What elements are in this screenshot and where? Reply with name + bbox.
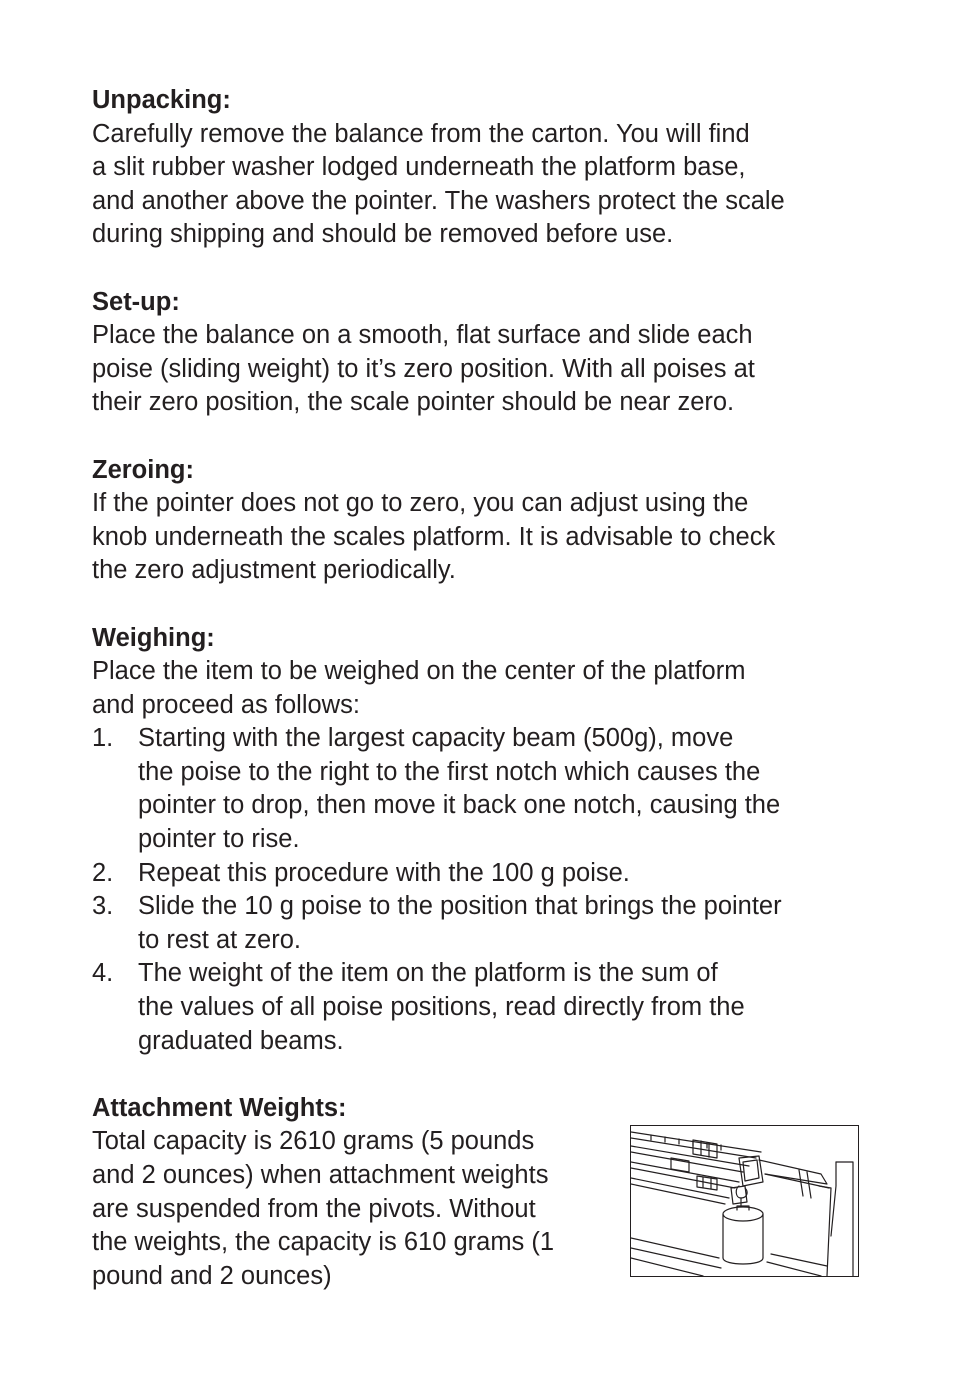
heading-unpacking: Unpacking: [92,86,231,114]
step-line: graduated beams. [138,1026,344,1055]
step-number: 1. [92,724,114,753]
section-attachment-weights [92,1092,872,1294]
section-setup [92,286,872,420]
step-line: the values of all poise positions, read directly from the [138,993,745,1022]
step-number: 4. [92,959,114,988]
attachment-line: are suspended from the pivots. Without [92,1194,536,1223]
setup-line: their zero position, the scale pointer should be near zero. [92,388,735,417]
weighing-steps-list [92,722,872,1058]
heading-weighing: Weighing: [92,623,215,652]
unpacking-line: a slit rubber washer lodged underneath the platform base, [92,153,746,182]
section-unpacking [92,84,872,252]
attachment-line: pound and 2 ounces) [92,1261,332,1290]
step-line: pointer to drop, then move it back one notch, causing the [138,791,781,820]
step-number: 3. [92,892,114,921]
attachment-weight-illustration [630,1125,859,1277]
step-line: to rest at zero. [138,925,301,954]
section-weighing [92,622,872,1059]
step-line: Slide the 10 g poise to the position that brings the pointer [138,892,782,921]
weighing-step [92,722,872,856]
attachment-line: and 2 ounces) when attachment weights [92,1161,549,1189]
weighing-step [92,890,872,957]
zeroing-line: the zero adjustment periodically. [92,556,456,585]
step-line: Repeat this procedure with the 100 g poise. [138,858,630,887]
step-line: pointer to rise. [138,825,300,854]
unpacking-line: Carefully remove the balance from the carton. You will find [92,119,750,148]
heading-setup: Set-up: [92,287,180,316]
section-zeroing [92,454,872,588]
manual-page [92,84,872,1293]
attachment-line: Total capacity is 2610 grams (5 pounds [92,1127,535,1156]
weighing-step [92,957,872,1058]
setup-line: poise (sliding weight) to it’s zero position. With all poises at [92,354,755,383]
unpacking-line: and another above the pointer. The washers protect the scale [92,186,785,215]
zeroing-line: knob underneath the scales platform. It is advisable to check [92,522,776,551]
step-number: 2. [92,858,114,887]
weighing-intro-line: Place the item to be weighed on the center of the platform [92,657,746,686]
weighing-intro-line: and proceed as follows: [92,690,360,719]
setup-line: Place the balance on a smooth, flat surface and slide each [92,321,753,350]
weighing-step [92,857,872,891]
step-line: Starting with the largest capacity beam (500g), move [138,724,734,753]
step-line: the poise to the right to the first notch which causes the [138,757,761,786]
heading-zeroing: Zeroing: [92,455,194,484]
heading-attachment-weights: Attachment Weights: [92,1093,347,1122]
unpacking-line: during shipping and should be removed before use. [92,220,674,249]
attachment-line: the weights, the capacity is 610 grams (1 [92,1228,555,1257]
zeroing-line: If the pointer does not go to zero, you can adjust using the [92,489,749,518]
step-line: The weight of the item on the platform is the sum of [138,959,718,988]
